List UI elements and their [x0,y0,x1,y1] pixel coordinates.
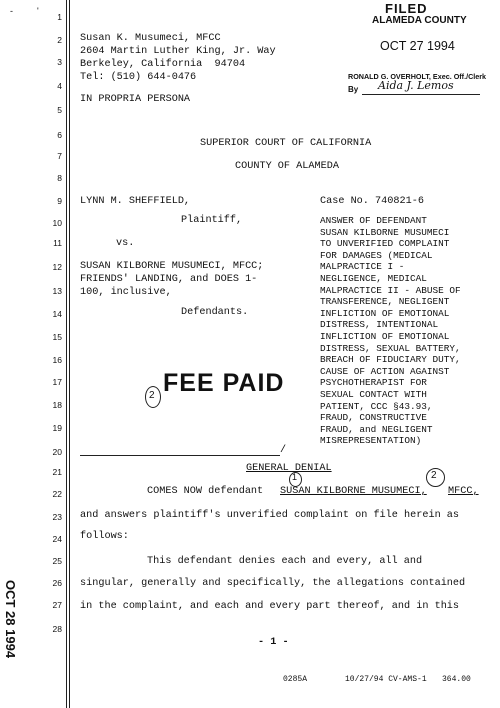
line-number: 6 [57,130,62,140]
document-title-line: INFLICTION OF EMOTIONAL [320,331,450,342]
annotation-mark-1: 1 [292,472,298,482]
plaintiff-label: Plaintiff, [181,215,243,226]
case-number: Case No. 740821-6 [320,196,424,207]
line-number: 24 [52,534,62,544]
document-title-line: ANSWER OF DEFENDANT [320,215,427,226]
caption-divider-line [80,455,280,456]
page-number: - 1 - [258,637,289,648]
court-county: COUNTY OF ALAMEDA [235,161,339,172]
line-number: 12 [52,262,62,272]
fee-stamp-mark: 2 [149,390,155,401]
court-name: SUPERIOR COURT OF CALIFORNIA [200,138,372,149]
document-title-line: INFLICTION OF EMOTIONAL [320,307,450,319]
document-title-line: MISREPRESENTATION) [320,435,422,447]
line-number: 3 [57,57,62,67]
body-line-23: and answers plaintiff's unverified complaint on file herein as [80,510,460,521]
line-number: 15 [52,332,62,342]
document-title-line: NEGLIGENCE, MEDICAL [320,273,427,284]
line-number: 27 [52,600,62,610]
versus: vs. [116,238,135,249]
document-title-line: DISTRESS, SEXUAL BATTERY, [320,342,461,354]
document-title-line: BREACH OF FIDUCIARY DUTY, [320,354,461,366]
document-title-line: SUSAN KILBORNE MUSUMECI [320,226,450,238]
line-number: 25 [52,556,62,566]
document-title-line: FOR DAMAGES (MEDICAL [320,249,433,261]
footer-amount: 364.00 [442,675,471,684]
filed-stamp-clerk: RONALD G. OVERHOLT, Exec. Off./Clerk [348,72,487,81]
line-number: 22 [52,489,62,499]
line-number: 1 [57,12,62,22]
general-denial-heading: GENERAL DENIAL [246,463,332,474]
defendant-line-3: 100, inclusive, [80,287,172,298]
line-number: 18 [52,400,62,410]
attorney-address: 2604 Martin Luther King, Jr. Way [80,46,276,57]
line-number: 19 [52,423,62,433]
line-number: 8 [57,173,62,183]
line-number: 10 [52,218,62,228]
fee-paid-stamp: FEE PAID [163,369,285,397]
annotation-mark-2: 2 [431,470,437,481]
deputy-signature: Aida J. Lemos [378,79,454,92]
caption-divider-slash: / [280,445,287,456]
margin-mark: ' [37,6,39,16]
document-title-line: TRANSFERENCE, NEGLIGENT [320,296,450,308]
line-number: 16 [52,355,62,365]
para1-prefix: COMES NOW defendant [147,486,264,497]
line-number: 4 [57,81,62,91]
filed-stamp-county: ALAMEDA COUNTY [372,15,467,26]
line-number: 28 [52,624,62,634]
line-number: 11 [53,238,62,248]
attorney-city: Berkeley, California 94704 [80,59,246,70]
document-title-line: FRAUD, and NEGLIGENT [320,423,433,435]
signature-line [362,94,480,95]
received-date-stamp: OCT 28 1994 [3,580,18,659]
line-number: 20 [52,447,62,457]
document-title-line: MALPRACTICE I - [320,261,405,273]
attorney-phone: Tel: (510) 644-0476 [80,72,197,83]
line-number: 23 [52,512,62,522]
document-title-line: FRAUD, CONSTRUCTIVE [320,412,427,424]
line-number: 26 [52,578,62,588]
defendant-line-2: FRIENDS' LANDING, and DOES 1- [80,274,258,285]
para1-defendant-name: SUSAN KILBORNE MUSUMECI, [280,486,427,497]
filed-stamp-date: OCT 27 1994 [380,39,455,53]
margin-rule-outer [66,0,67,708]
line-number: 14 [52,309,62,319]
defendants-label: Defendants. [181,307,249,318]
footer-code: 0285A [283,675,308,684]
line-number: 17 [52,377,62,387]
plaintiff-name: LYNN M. SHEFFIELD, [80,196,191,207]
footer-ref: 10/27/94 CV-AMS-1 [345,675,427,684]
line-number: 7 [57,151,62,161]
document-title-line: PATIENT, CCC §43.93, [320,400,433,412]
defendant-line-1: SUSAN KILBORNE MUSUMECI, MFCC; [80,261,264,272]
filed-stamp-by: By [348,85,359,94]
body-line-27: in the complaint, and each and every part thereof, and in this [80,601,460,612]
margin-mark: - [10,6,13,16]
document-title-line: TO UNVERIFIED COMPLAINT [320,238,450,250]
line-number: 5 [57,105,62,115]
line-number: 2 [57,35,62,45]
pro-per-label: IN PROPRIA PERSONA [80,94,191,105]
margin-rule-inner [69,0,70,708]
line-number: 13 [52,286,62,296]
line-number: 21 [52,467,62,477]
attorney-name: Susan K. Musumeci, MFCC [80,33,221,44]
para1-suffix: MFCC, [448,486,479,497]
body-line-25: This defendant denies each and every, all and [147,556,423,567]
document-title-line: SEXUAL CONTACT WITH [320,389,427,400]
filed-stamp-title: FILED [385,1,428,16]
line-number: 9 [57,196,62,206]
document-title-line: DISTRESS, INTENTIONAL [320,319,439,331]
body-line-24: follows: [80,531,129,542]
body-line-26: singular, generally and specifically, the allegations contained [80,578,466,589]
document-title-line: MALPRACTICE II - ABUSE OF [320,284,461,296]
document-title-line: PSYCHOTHERAPIST FOR [320,377,427,389]
document-title-line: CAUSE OF ACTION AGAINST [320,365,450,377]
